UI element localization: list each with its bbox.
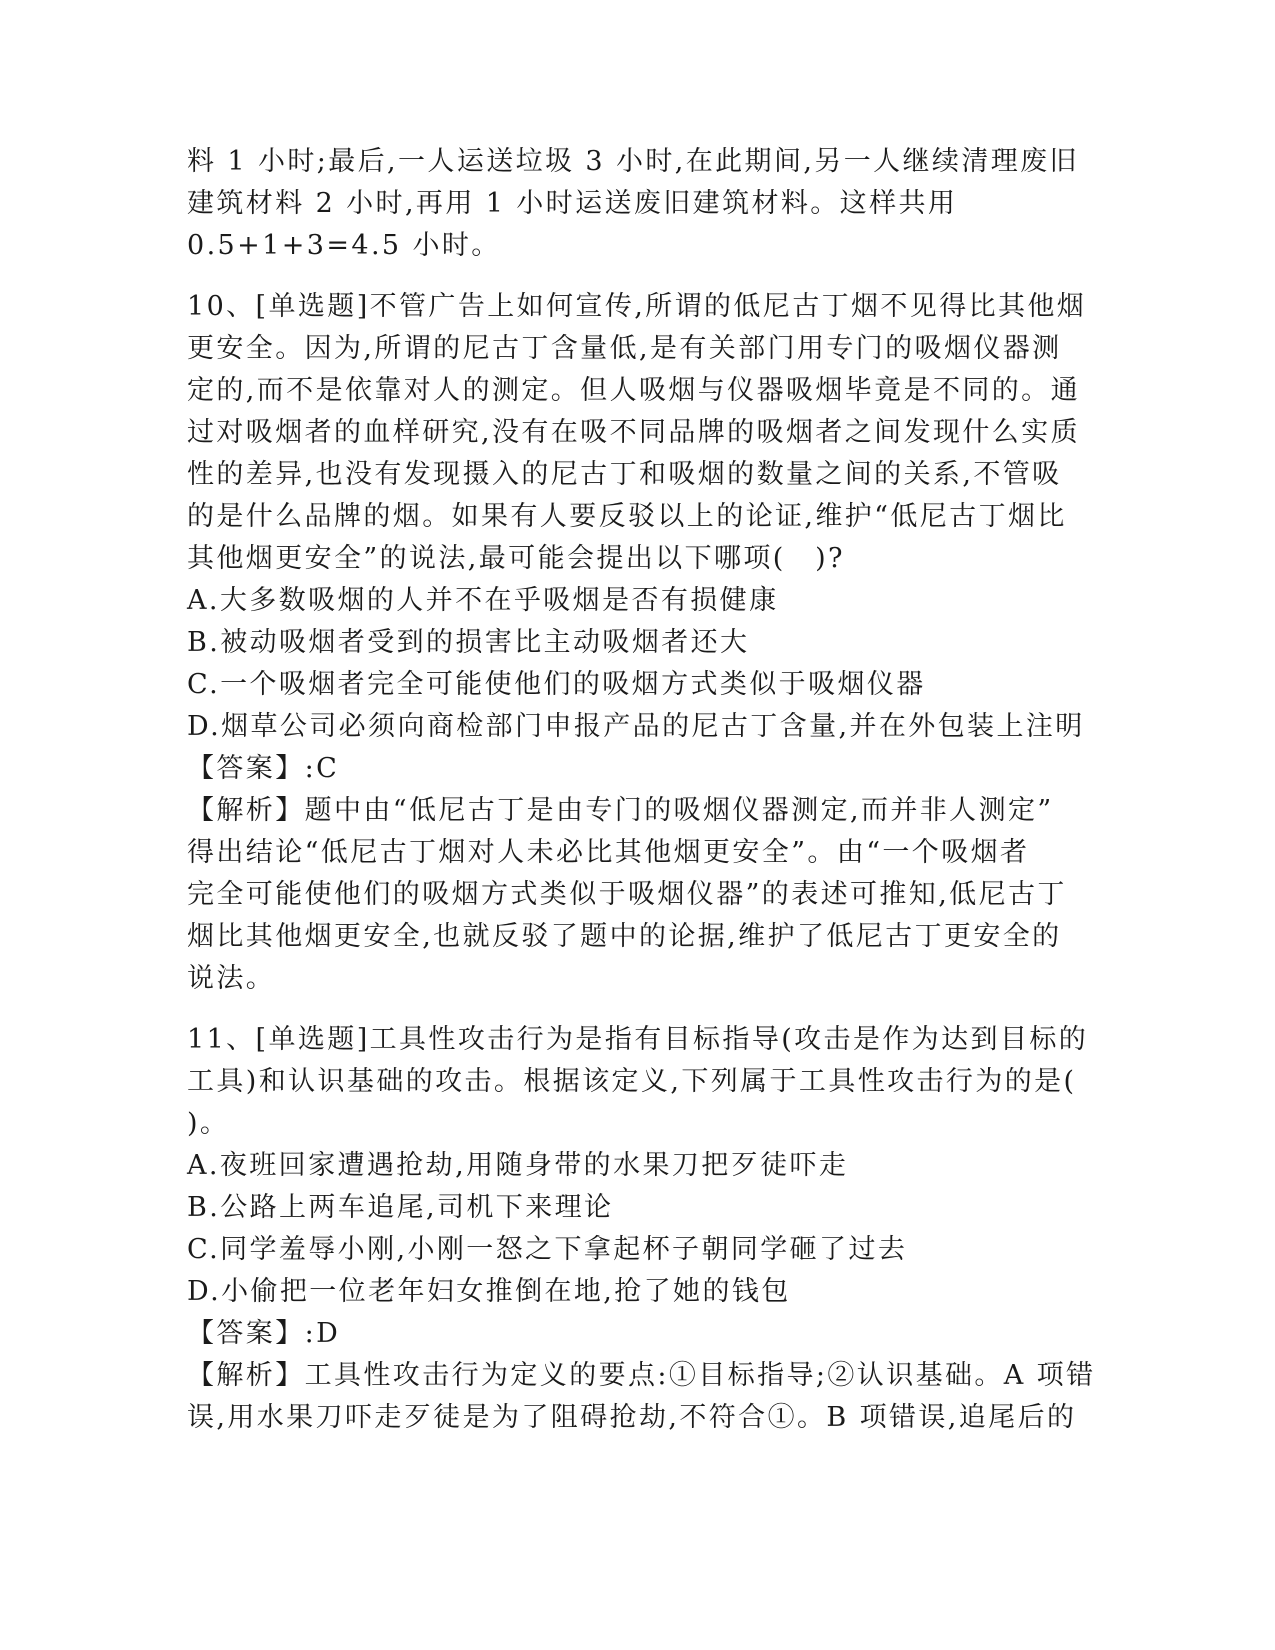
q10-option-b: B.被动吸烟者受到的损害比主动吸烟者还大 [187,627,750,658]
text-line: 建筑材料 2 小时,再用 1 小时运送废旧建筑材料。这样共用 [187,188,958,219]
q10-option-c: C.一个吸烟者完全可能使他们的吸烟方式类似于吸烟仪器 [187,669,926,700]
q10-analysis-line: 说法。 [187,963,276,994]
text-line: 0.5+1+3=4.5 小时。 [187,230,501,261]
q10-stem-line: 更安全。因为,所谓的尼古丁含量低,是有关部门用专门的吸烟仪器测 [187,333,1062,364]
q10-stem-line: 性的差异,也没有发现摄入的尼古丁和吸烟的数量之间的关系,不管吸 [187,459,1062,490]
q11-option-c: C.同学羞辱小刚,小刚一怒之下拿起杯子朝同学砸了过去 [187,1234,908,1265]
q10-analysis-line: 【解析】题中由“低尼古丁是由专门的吸烟仪器测定,而并非人测定” [187,795,1054,826]
q11-analysis-line: 【解析】工具性攻击行为定义的要点:①目标指导;②认识基础。A 项错 [187,1360,1096,1391]
q10-stem-line: 其他烟更安全”的说法,最可能会提出以下哪项( )? [187,543,845,574]
q11-option-b: B.公路上两车追尾,司机下来理论 [187,1192,614,1223]
q10-analysis-line: 完全可能使他们的吸烟方式类似于吸烟仪器”的表述可推知,低尼古丁 [187,879,1067,910]
q11-stem-line: 工具)和认识基础的攻击。根据该定义,下列属于工具性攻击行为的是( [187,1066,1077,1097]
q11-stem-line: 11、[单选题]工具性攻击行为是指有目标指导(攻击是作为达到目标的 [187,1024,1089,1055]
q10-stem-line: 定的,而不是依靠对人的测定。但人吸烟与仪器吸烟毕竟是不同的。通 [187,375,1080,406]
q10-option-a: A.大多数吸烟的人并不在乎吸烟是否有损健康 [187,585,779,616]
q10-stem-line: 10、[单选题]不管广告上如何宣传,所谓的低尼古丁烟不见得比其他烟 [187,291,1087,322]
q10-stem-line: 过对吸烟者的血样研究,没有在吸不同品牌的吸烟者之间发现什么实质 [187,417,1080,448]
q10-stem-line: 的是什么品牌的烟。如果有人要反驳以上的论证,维护“低尼古丁烟比 [187,501,1067,532]
q11-answer: 【答案】:D [187,1318,341,1349]
q10-analysis-line: 烟比其他烟更安全,也就反驳了题中的论据,维护了低尼古丁更安全的 [187,921,1062,952]
text-line: 料 1 小时;最后,一人运送垃圾 3 小时,在此期间,另一人继续清理废旧 [187,146,1079,177]
q11-stem-line: )。 [187,1108,230,1139]
q10-analysis-line: 得出结论“低尼古丁烟对人未必比其他烟更安全”。由“一个吸烟者 [187,837,1030,868]
q11-option-a: A.夜班回家遭遇抢劫,用随身带的水果刀把歹徒吓走 [187,1150,849,1181]
q10-option-d: D.烟草公司必须向商检部门申报产品的尼古丁含量,并在外包装上注明 [187,711,1085,742]
q10-answer: 【答案】:C [187,753,340,784]
q11-option-d: D.小偷把一位老年妇女推倒在地,抢了她的钱包 [187,1276,791,1307]
q11-analysis-line: 误,用水果刀吓走歹徒是为了阻碍抢劫,不符合①。B 项错误,追尾后的 [187,1402,1077,1433]
